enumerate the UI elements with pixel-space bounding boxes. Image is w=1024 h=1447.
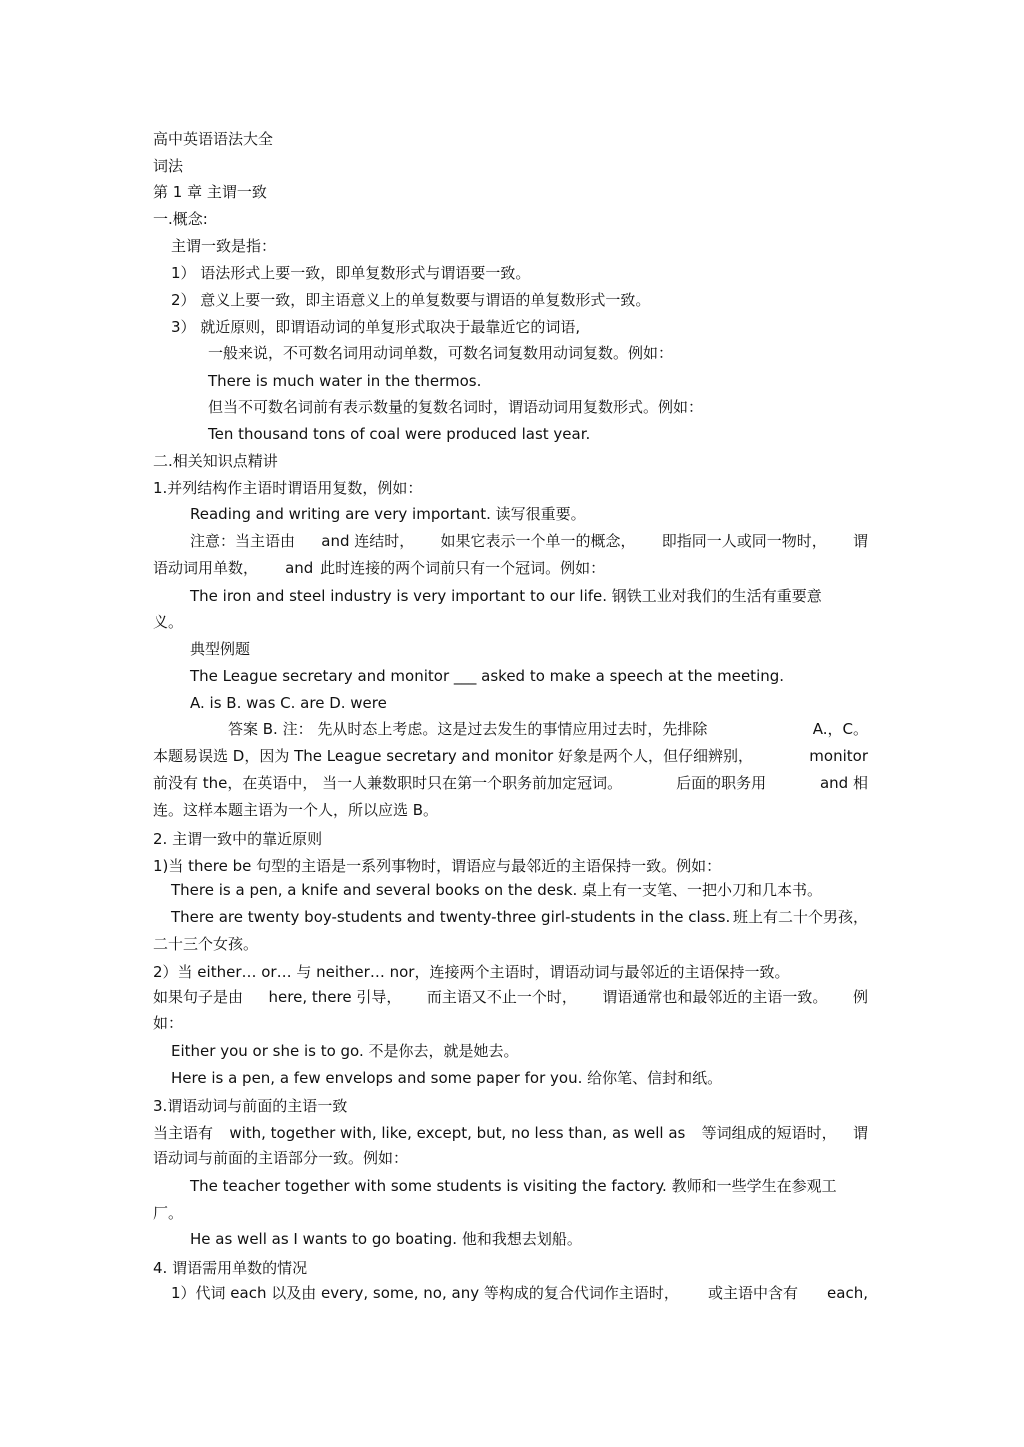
subsection-heading: 4. 谓语需用单数的情况 [153, 1259, 308, 1277]
text-segment: 而主语又不止一个时， [426, 988, 577, 1006]
example-sentence: 义。 [153, 613, 184, 631]
list-item: 1） 语法形式上要一致，即单复数形式与谓语要一致。 [171, 264, 531, 282]
paragraph [153, 773, 868, 793]
text-segment: 谓 [852, 532, 868, 550]
text-segment: 或主语中含有 [707, 1284, 798, 1302]
text-segment: A.，C。 [812, 720, 868, 738]
subsection-heading: 3.谓语动词与前面的主语一致 [153, 1097, 348, 1115]
paragraph: 主谓一致是指： [171, 237, 277, 255]
paragraph: 一般来说，不可数名词用动词单数，可数名词复数用动词复数。例如： [208, 344, 674, 362]
paragraph: 连。这样本题主语为一个人，所以应选 B。 [153, 801, 439, 819]
text-segment: 当主语有 [153, 1124, 214, 1142]
text-segment: 例 [852, 988, 868, 1006]
text-segment: 1）代词 each 以及由 every, some, no, any 等构成的复合代词作主语时， [171, 1284, 679, 1302]
question-text: The League secretary and monitor ___ asked to make a speech at the meeting. [190, 667, 785, 685]
text-segment: 语动词用单数， [153, 559, 259, 577]
text-segment: 谓 [852, 1124, 868, 1142]
example-sentence [153, 907, 868, 927]
subsection-heading: 2. 主谓一致中的靠近原则 [153, 830, 323, 848]
subsection-heading: 1.并列结构作主语时谓语用复数，例如： [153, 479, 423, 497]
text-segment: 等词组成的短语时， [701, 1124, 837, 1142]
text-segment: 如果它表示一个单一的概念， [440, 532, 636, 550]
text-segment: each, [827, 1284, 868, 1302]
example-sentence: Reading and writing are very important. 读写很重要。 [190, 505, 586, 523]
example-sentence: Ten thousand tons of coal were produced last year. [208, 425, 591, 443]
paragraph [153, 531, 868, 551]
text-segment: 即指同一人或同一物时， [661, 532, 827, 550]
example-sentence: The iron and steel industry is very important to our life. 钢铁工业对我们的生活有重要意 [190, 587, 822, 605]
text-segment: 前没有 the，在英语中， 当一人兼数职时只在第一个职务前加定冠词。 [153, 774, 623, 792]
example-sentence: The teacher together with some students is visiting the factory. 教师和一些学生在参观工 [190, 1177, 837, 1195]
paragraph [153, 746, 868, 766]
text-segment: 如果句子是由 [153, 988, 244, 1006]
text-segment: with, together with, like, except, but, no less than, as well as [229, 1124, 686, 1142]
text-segment: and 此时连接的两个词前只有一个冠词。例如： [285, 559, 606, 577]
example-sentence: There is much water in the thermos. [208, 372, 482, 390]
paragraph [153, 1123, 868, 1143]
paragraph: 语动词与前面的主语部分一致。例如： [153, 1149, 409, 1167]
paragraph: 1)当 there be 句型的主语是一系列事物时，谓语应与最邻近的主语保持一致。例如： [153, 857, 722, 875]
paragraph: 如： [153, 1014, 184, 1032]
paragraph [153, 719, 868, 739]
text-segment: here, there 引导， [268, 988, 402, 1006]
paragraph: 2）当 either… or… 与 neither… nor，连接两个主语时，谓语动词与最邻近的主语保持一致。 [153, 963, 790, 981]
chapter-heading: 第 1 章 主谓一致 [153, 183, 267, 201]
section-heading: 一.概念: [153, 210, 208, 228]
subsection-label: 典型例题 [190, 640, 251, 658]
paragraph [153, 558, 605, 578]
list-item: 3） 就近原则，即谓语动词的单复形式取决于最靠近它的词语, [171, 318, 581, 336]
example-sentence: 二十三个女孩。 [153, 935, 259, 953]
example-sentence: Here is a pen, a few envelops and some paper for you. 给你笔、信封和纸。 [171, 1069, 723, 1087]
paragraph [153, 1283, 868, 1303]
text-segment: and 相 [819, 774, 868, 792]
document-title: 高中英语语法大全 [153, 130, 274, 148]
example-sentence: He as well as I wants to go boating. 他和我想去划船。 [190, 1230, 582, 1248]
list-item: 2） 意义上要一致，即主语意义上的单复数要与谓语的单复数形式一致。 [171, 291, 651, 309]
paragraph [153, 987, 868, 1007]
example-sentence: 厂。 [153, 1204, 184, 1222]
part-heading: 词法 [153, 157, 184, 175]
paragraph: 但当不可数名词前有表示数量的复数名词时，谓语动词用复数形式。例如： [208, 398, 704, 416]
text-segment: 注意：当主语由 [190, 532, 296, 550]
example-sentence: Either you or she is to go. 不是你去，就是她去。 [171, 1042, 519, 1060]
answer-options: A. is B. was C. are D. were [190, 694, 387, 712]
section-heading: 二.相关知识点精讲 [153, 452, 278, 470]
text-segment: 班上有二十个男孩， [732, 908, 868, 926]
example-sentence: There is a pen, a knife and several books on the desk. 桌上有一支笔、一把小刀和几本书。 [171, 881, 823, 899]
text-segment: 谓语通常也和最邻近的主语一致。 [602, 988, 828, 1006]
text-segment: 后面的职务用 [676, 774, 767, 792]
text-segment: 本题易误选 D，因为 The League secretary and monitor 好象是两个人，但仔细辨别， [153, 747, 753, 765]
text-segment: monitor [809, 747, 868, 765]
text-segment: and 连结时， [321, 532, 415, 550]
text-segment: There are twenty boy-students and twenty-three girl-students in the class. [171, 908, 731, 926]
text-segment: 答案 B. 注： 先从时态上考虑。这是过去发生的事情应用过去时，先排除 [228, 720, 708, 738]
